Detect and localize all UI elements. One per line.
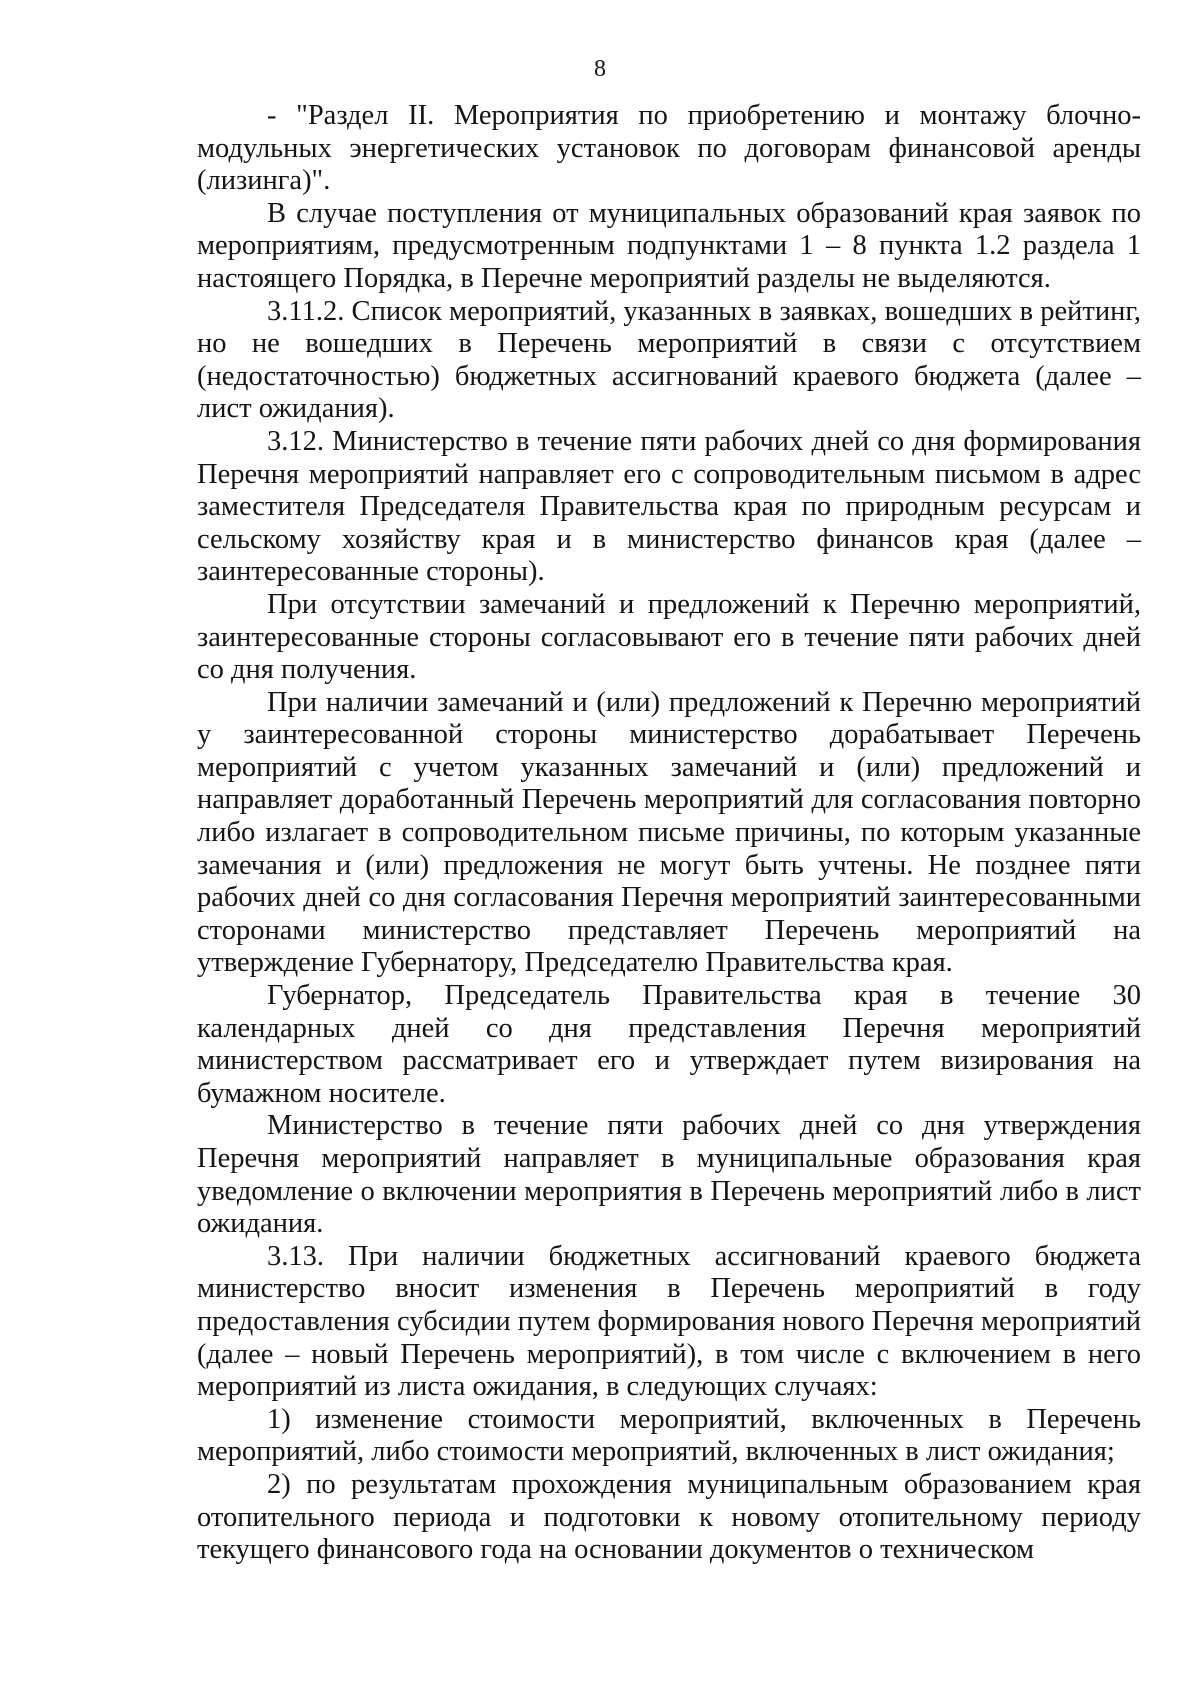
list-item-1: 1) изменение стоимости мероприятий, включенных в Перечень мероприятий, либо стоимости мероприятий, включенных в лист ожидания; [197, 1403, 1141, 1468]
paragraph-no-sections: В случае поступления от муниципальных образований края заявок по мероприятиям, предусмотренным подпунктами 1 – 8 пункта 1.2 раздела 1 настоящего Порядка, в Перечне мероприятий разделы не выделяются. [197, 197, 1141, 294]
paragraph-3-11-2: 3.11.2. Список мероприятий, указанных в заявках, вошедших в рейтинг, но не вошедших в Перечень мероприятий в связи с отсутствием (недостаточностью) бюджетных ассигнований краевого бюджета (далее – лист ожидания). [197, 295, 1141, 425]
paragraph-governor-approval: Губернатор, Председатель Правительства края в течение 30 календарных дней со дня представления Перечня мероприятий министерством рассматривает его и утверждает путем визирования на бумажном носителе. [197, 980, 1141, 1109]
paragraph-notification: Министерство в течение пяти рабочих дней со дня утверждения Перечня мероприятий направляет в муниципальные образования края уведомление о включении мероприятия в Перечень мероприятий либо в лист ожидания. [197, 1110, 1141, 1240]
paragraph-with-remarks: При наличии замечаний и (или) предложений к Перечню мероприятий у заинтересованной стороны министерство дорабатывает Перечень мероприятий с учетом указанных замечаний и (или) предложений и направляет доработанный Перечень мероприятий для согласования повторно либо излагает в сопроводительном письме причины, по которым указанные замечания и (или) предложения не могут быть учтены. Не позднее пяти рабочих дней со дня согласования Перечня мероприятий заинтересованными сторонами министерство представляет Перечень мероприятий на утверждение Губернатору, Председателю Правительства края. [197, 686, 1141, 979]
list-item-2: 2) по результатам прохождения муниципальным образованием края отопительного периода и подготовки к новому отопительному периоду текущего финансового года на основании документов о техническом [197, 1468, 1141, 1566]
paragraph-3-13: 3.13. При наличии бюджетных ассигнований краевого бюджета министерство вносит изменения в Перечень мероприятий в году предоставления субсидии путем формирования нового Перечня мероприятий (далее – новый Перечень мероприятий), в том числе с включением в него мероприятий из листа ожидания, в следующих случаях: [197, 1240, 1141, 1403]
page-number: 8 [594, 56, 606, 82]
paragraph-3-12: 3.12. Министерство в течение пяти рабочих дней со дня формирования Перечня мероприятий направляет его с сопроводительным письмом в адрес заместителя Председателя Правительства края по природным ресурсам и сельскому хозяйству края и в министерство финансов края (далее – заинтересованные стороны). [197, 425, 1141, 588]
paragraph-no-remarks: При отсутствии замечаний и предложений к Перечню мероприятий, заинтересованные стороны согласовывают его в течение пяти рабочих дней со дня получения. [197, 588, 1141, 686]
document-body [197, 100, 1141, 1567]
paragraph-section-ii-title: - "Раздел II. Мероприятия по приобретению и монтажу блочно-модульных энергетических установок по договорам финансовой аренды (лизинга)". [197, 100, 1141, 197]
